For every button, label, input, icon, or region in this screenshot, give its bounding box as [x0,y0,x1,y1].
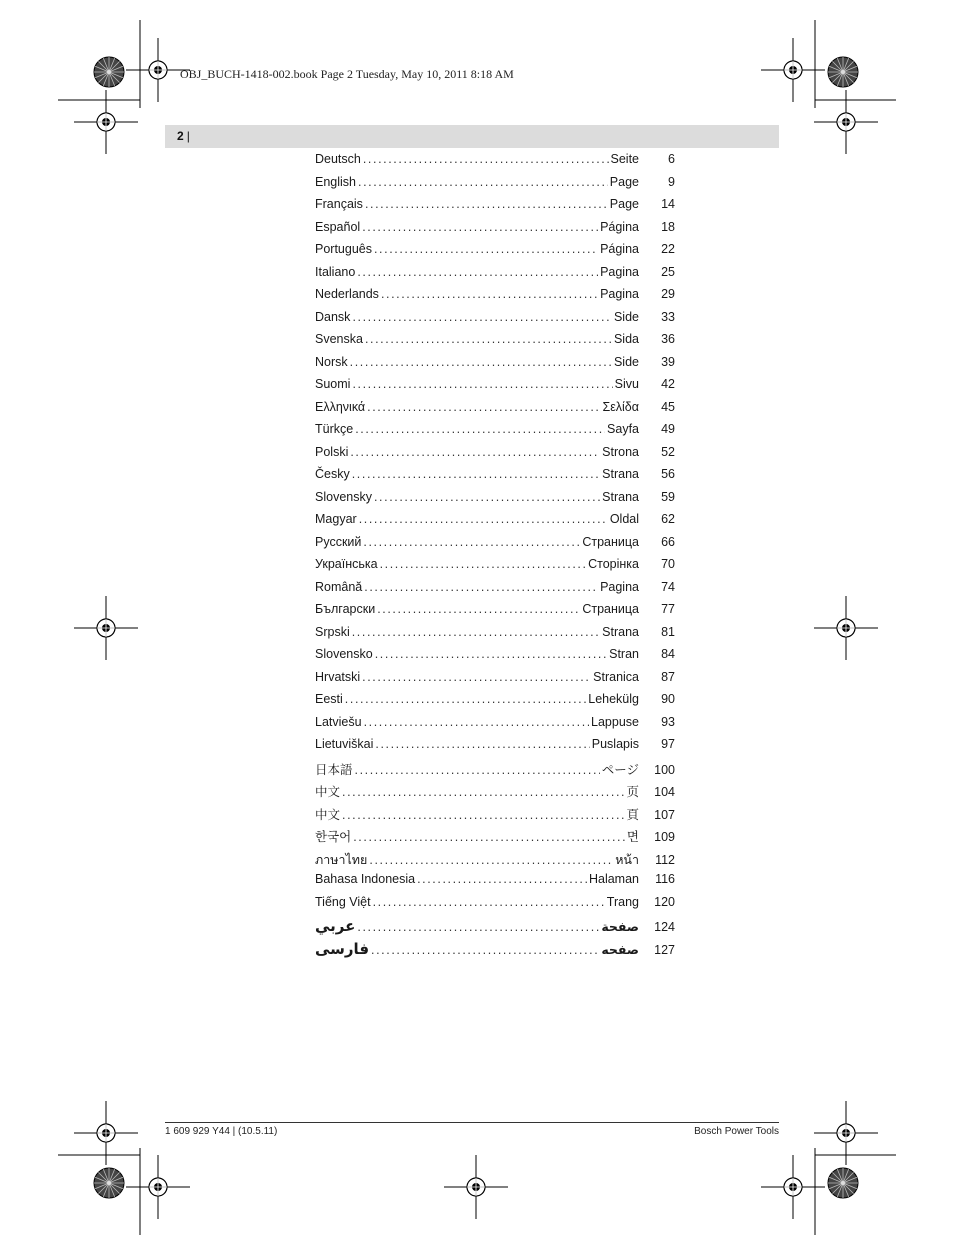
toc-leader-dots [352,625,600,639]
toc-page-number: 22 [661,242,675,256]
toc-entry [315,625,675,648]
toc-page-number: 42 [661,377,675,391]
toc-leader-dots [373,895,605,909]
toc-page-number: 112 [655,852,675,867]
toc-page-number: 104 [654,785,675,799]
toc-language: Русский [315,534,362,549]
toc-language: Română [315,579,363,594]
toc-leader-dots [374,242,598,256]
toc-page-word: 页 [626,785,639,799]
toc-entry [315,445,675,468]
toc-entry [315,287,675,310]
toc-language: Svenska [315,332,363,346]
toc-language: Български [315,602,376,616]
toc-entry [315,310,675,333]
toc-leader-dots [362,220,598,234]
toc-language: Srpski [315,624,350,639]
page-number: 2 | [177,129,190,143]
toc-leader-dots [358,175,608,189]
toc-leader-dots [364,715,589,729]
toc-leader-dots [355,763,600,777]
slug-line: OBJ_BUCH-1418-002.book Page 2 Tuesday, May 10, 2011 8:18 AM [180,67,514,81]
toc-page-number: 100 [654,762,675,777]
toc-page-word: Sivu [614,377,639,391]
toc-page-word: Strana [602,489,639,504]
toc-page-number: 52 [661,444,675,459]
toc-page-number: 109 [654,830,675,844]
toc-entry [315,827,675,850]
toc-entry [315,647,675,670]
toc-page-number: 70 [661,557,675,571]
toc-entry [315,535,675,558]
toc-page-word: Страница [582,534,639,549]
toc-page-number: 33 [661,309,675,324]
toc-page-number: 97 [661,737,675,751]
toc-entry [315,782,675,805]
page-header-bar [165,125,779,148]
toc-page-word: Stranica [593,669,639,684]
table-of-contents [315,152,675,962]
toc-page-number: 84 [661,647,675,661]
toc-leader-dots [363,535,580,549]
toc-language: Italiano [315,264,356,279]
toc-language: Česky [315,467,350,481]
toc-language: Lietuviškai [315,737,374,751]
toc-leader-dots [350,355,612,369]
toc-leader-dots [353,830,625,844]
toc-leader-dots [342,808,624,822]
toc-leader-dots [362,670,591,684]
toc-entry [315,175,675,198]
toc-entry [315,715,675,738]
toc-page-number: 56 [661,467,675,481]
toc-leader-dots [352,467,600,481]
toc-language: 中文 [315,785,341,799]
toc-entry [315,377,675,400]
toc-page-number: 107 [654,807,675,822]
toc-page-number: 59 [661,489,675,504]
toc-entry [315,242,675,265]
toc-entry [315,332,675,355]
toc-page-word: Lehekülg [588,692,639,706]
toc-language: Norsk [315,354,348,369]
toc-language: 中文 [315,807,341,822]
toc-language: Deutsch [315,152,361,166]
toc-language: Slovensky [315,489,372,504]
toc-language: Português [315,242,372,256]
toc-page-word: Сторінка [588,557,639,571]
toc-page-word: Pagina [600,264,639,279]
toc-language: Hrvatski [315,669,361,684]
toc-page-word: Sida [613,332,639,346]
toc-page-word: صفحه [601,942,639,957]
toc-page-number: 14 [661,197,675,211]
toc-entry [315,557,675,580]
toc-page-number: 93 [661,714,675,729]
toc-page-word: Page [609,174,639,189]
toc-language: Ελληνικά [315,399,366,414]
toc-page-word: Pagina [600,579,639,594]
toc-page-word: Strona [602,444,639,459]
toc-leader-dots [365,197,608,211]
toc-page-number: 39 [661,354,675,369]
footer-rule [165,1122,779,1123]
toc-language: Bahasa Indonesia [315,872,416,886]
toc-page-word: Sayfa [607,422,639,436]
toc-leader-dots [367,400,600,414]
toc-language: Latviešu [315,714,362,729]
toc-language: Slovensko [315,647,373,661]
toc-page-word: صفحة [601,920,639,934]
toc-language: Tiếng Việt [315,894,371,909]
toc-entry [315,737,675,760]
toc-page-number: 81 [661,624,675,639]
toc-language: Español [315,219,361,234]
toc-entry [315,872,675,895]
toc-leader-dots [380,557,587,571]
toc-page-word: Lappuse [591,714,639,729]
toc-language: فارسی [315,940,370,958]
header-separator: | [186,129,190,143]
toc-page-number: 66 [661,534,675,549]
toc-language: Türkçe [315,422,354,436]
toc-leader-dots [352,377,612,391]
toc-page-word: Σελίδα [602,399,639,414]
toc-leader-dots [417,872,587,886]
toc-page-number: 36 [661,332,675,346]
toc-language: Français [315,197,363,211]
toc-language: Eesti [315,692,343,706]
toc-leader-dots [345,692,586,706]
toc-leader-dots [363,152,609,166]
toc-entry [315,760,675,783]
toc-page-word: Pagina [600,287,639,301]
toc-entry [315,850,675,873]
toc-leader-dots [381,287,598,301]
toc-page-number: 62 [661,512,675,526]
toc-page-word: Puslapis [591,737,639,751]
toc-language: ภาษาไทย [315,852,368,867]
toc-page-number: 9 [668,174,675,189]
toc-page-word: Página [600,219,639,234]
toc-page-word: 頁 [626,807,639,822]
toc-page-word: หน้า [615,852,639,867]
toc-page-word: Halaman [588,872,639,886]
toc-language: 한국어 [315,830,352,844]
toc-leader-dots [352,310,612,324]
toc-page-number: 90 [661,692,675,706]
toc-entry [315,490,675,513]
toc-language: Suomi [315,377,351,391]
toc-leader-dots [342,785,624,799]
toc-entry [315,940,675,963]
toc-leader-dots [375,647,607,661]
toc-entry [315,197,675,220]
toc-page-number: 49 [661,422,675,436]
toc-entry [315,670,675,693]
toc-language: Nederlands [315,287,379,301]
toc-leader-dots [375,737,589,751]
toc-leader-dots [371,943,599,957]
toc-entry [315,422,675,445]
toc-leader-dots [365,332,612,346]
toc-page-word: Page [609,197,639,211]
toc-page-number: 77 [661,602,675,616]
toc-language: Українська [315,557,378,571]
toc-language: عربي [315,918,356,935]
toc-page-word: Strana [602,467,639,481]
toc-page-word: Stran [609,647,639,661]
toc-leader-dots [357,920,599,934]
toc-page-word: ページ [601,762,639,777]
toc-leader-dots [377,602,580,616]
toc-page-word: Side [613,309,639,324]
toc-page-number: 87 [661,669,675,684]
toc-entry [315,467,675,490]
toc-language: Dansk [315,309,351,324]
toc-entry [315,355,675,378]
toc-page-number: 74 [661,579,675,594]
toc-entry [315,152,675,175]
toc-entry [315,220,675,243]
toc-leader-dots [364,580,598,594]
toc-language: Magyar [315,512,357,526]
toc-entry [315,692,675,715]
footer-brand: Bosch Power Tools [694,1126,779,1137]
toc-entry [315,580,675,603]
toc-leader-dots [350,445,600,459]
toc-leader-dots [369,853,613,867]
toc-page-word: 면 [626,830,639,844]
toc-page-number: 29 [661,287,675,301]
toc-page-word: Seite [610,152,639,166]
toc-page-word: Strana [602,624,639,639]
toc-page-number: 120 [654,894,675,909]
toc-entry [315,512,675,535]
toc-leader-dots [359,512,608,526]
toc-entry [315,895,675,918]
toc-entry [315,602,675,625]
toc-page-number: 18 [661,219,675,234]
toc-page-number: 45 [661,399,675,414]
toc-page-word: Página [600,242,639,256]
toc-page-number: 116 [655,872,675,886]
toc-language: 日本語 [315,762,353,777]
toc-entry [315,917,675,940]
toc-entry [315,805,675,828]
toc-language: English [315,174,356,189]
toc-page-number: 127 [654,942,675,957]
toc-entry [315,400,675,423]
toc-leader-dots [374,490,600,504]
toc-page-number: 25 [661,264,675,279]
footer-doc-number: 1 609 929 Y44 | (10.5.11) [165,1126,278,1137]
toc-page-number: 6 [668,152,675,166]
toc-entry [315,265,675,288]
toc-page-word: Страница [582,602,639,616]
toc-page-number: 124 [654,920,675,934]
toc-page-word: Side [613,354,639,369]
toc-page-word: Trang [606,894,639,909]
toc-language: Polski [315,444,349,459]
toc-leader-dots [355,422,605,436]
toc-page-word: Oldal [609,512,639,526]
toc-leader-dots [357,265,598,279]
